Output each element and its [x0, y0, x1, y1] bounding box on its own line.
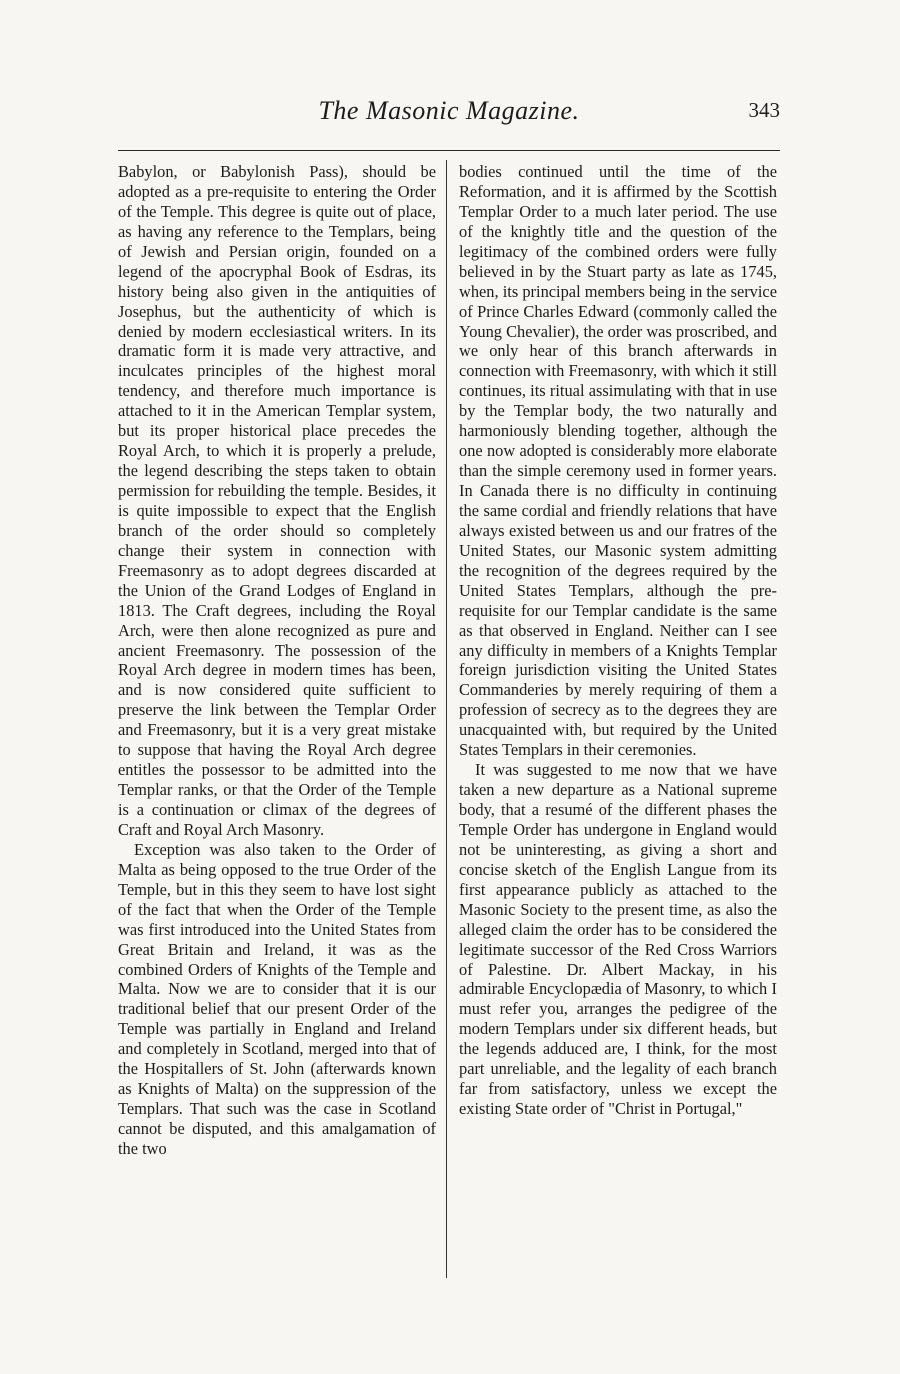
page-number: 343 — [748, 98, 780, 122]
left-paragraph-1: Babylon, or Babylonish Pass), should be adopted as a pre-requisite to entering the Order of the Temple. This degree is quite out of place, as having any reference to the Templars, being of Jewish and Persian origin, founded on a legend of the apocryphal Book of Esdras, its history being also given in the antiquities of Josephus, but the authenticity of which is denied by modern ecclesiastical writers. In its dramatic form it is made very attractive, and inculcates principles of the highest moral tendency, and therefore much importance is attached to it in the American Templar system, but its proper historical place precedes the Royal Arch, to which it is properly a prelude, the legend describing the steps taken to obtain permission for rebuilding the temple. Besides, it is quite impossible to expect that the English branch of the order should so completely change their system in connection with Freemasonry as to adopt degrees discarded at the Union of the Grand Lodges of England in 1813. The Craft degrees, including the Royal Arch, were then alone recognized as pure and ancient Freemasonry. The possession of the Royal Arch degree in modern times has been, and is now considered quite sufficient to preserve the link between the Templar Order and Freemasonry, but it is a very great mistake to suppose that having the Royal Arch degree entitles the possessor to be admitted into the Templar ranks, or that the Order of the Temple is a continuation or climax of the degrees of Craft and Royal Arch Masonry. — [118, 162, 436, 839]
right-paragraph-1: bodies continued until the time of the Reformation, and it is affirmed by the Scottish Templar Order to a much later period. The use of the knightly title and the question of the legitimacy of the combined orders were fully believed in by the Stuart party as late as 1745, when, its principal members being in the service of Prince Charles Edward (commonly called the Young Chevalier), the order was proscribed, and we only hear of this branch afterwards in connection with Freemasonry, with which it still continues, its ritual assimulating with that in use by the Templar body, the two naturally and harmoniously blending together, although the one now adopted is considerably more elaborate than the simple ceremony used in former years. In Canada there is no difficulty in continuing the same cordial and friendly relations that have always existed between us and our fratres of the United States, our Masonic system admitting the recognition of the degrees required by the United States Templars, although the pre-requisite for our Templar candidate is the same as that observed in England. Neither can I see any difficulty in members of a Knights Templar foreign jurisdiction visiting the United States Commanderies by merely requiring of them a profession of secrecy as to the degrees they are unacquainted with, but required by the United States Templars in their ceremonies. — [459, 162, 777, 760]
column-divider — [446, 160, 447, 1278]
running-title: The Masonic Magazine. — [318, 96, 580, 125]
right-paragraph-2: It was suggested to me now that we have taken a new departure as a National supreme body, that a resumé of the different phases the Temple Order has undergone in England would not be uninteresting, as giving a short and concise sketch of the English Langue from its first appearance publicly as attached to the Masonic Society to the present time, as also the alleged claim the order has to be considered the legitimate successor of the Red Cross Warriors of Palestine. Dr. Albert Mackay, in his admirable Encyclopædia of Masonry, to which I must refer you, arranges the pedigree of the modern Templars under six different heads, but the legends adduced are, I think, for the most part unreliable, and the legality of each branch far from satisfactory, unless we except the existing State order of "Christ in Portugal," — [459, 760, 777, 1119]
header-rule — [118, 150, 780, 151]
left-column — [118, 162, 436, 1159]
left-paragraph-2: Exception was also taken to the Order of Malta as being opposed to the true Order of the Temple, but in this they seem to have lost sight of the fact that when the Order of the Temple was first introduced into the United States from Great Britain and Ireland, it was as the combined Orders of Knights of the Temple and Malta. Now we are to consider that it is our traditional belief that our present Order of the Temple was partially in England and Ireland and completely in Scotland, merged into that of the Hospitallers of St. John (afterwards known as Knights of Malta) on the suppression of the Templars. That such was the case in Scotland cannot be disputed, and this amalgamation of the two — [118, 839, 436, 1158]
right-column — [459, 162, 777, 1119]
running-head — [118, 96, 780, 136]
